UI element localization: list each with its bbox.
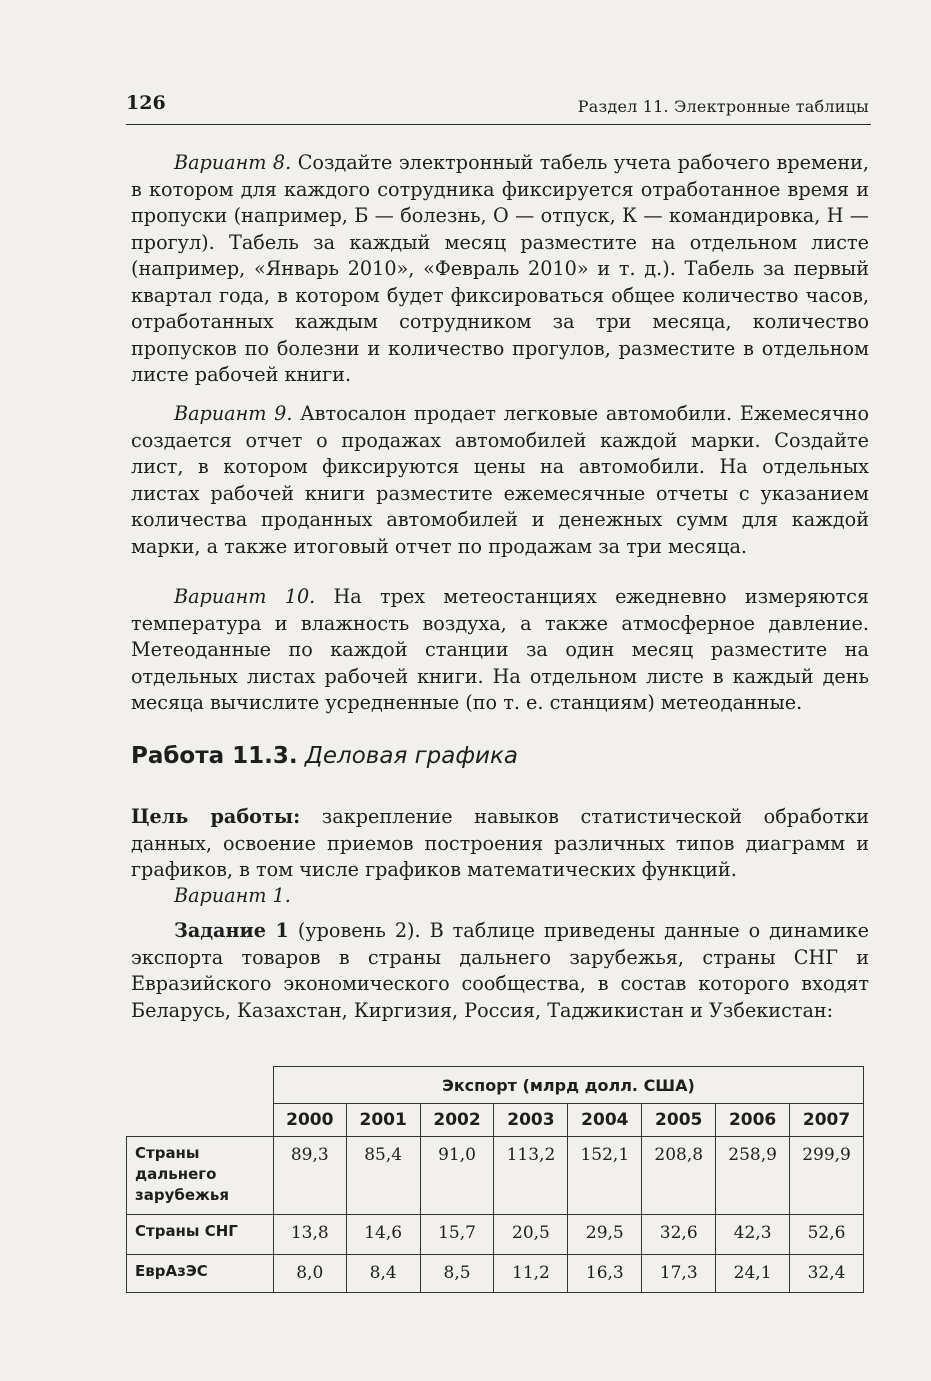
table-corner	[127, 1067, 274, 1137]
table-cell: 89,3	[273, 1137, 346, 1215]
variant-10-text: На трех метеостанциях ежедневно измеряются температура и влажность воздуха, а также атмосферное давление. Метеоданные по каждой станции за один месяц разместите на отдельных листах рабочей книги. На отдельном листе в каждый день месяца вычислите усредненные (по т. е. станциям) метеоданные.	[131, 585, 869, 714]
table-cell: 32,4	[790, 1255, 864, 1293]
table-cell: 258,9	[716, 1137, 790, 1215]
table-row	[127, 1215, 864, 1255]
table-cell: 8,0	[273, 1255, 346, 1293]
year-cell: 2006	[716, 1104, 790, 1137]
running-head: Раздел 11. Электронные таблицы	[577, 97, 869, 116]
goal-text: закрепление навыков статистической обработки данных, освоение приемов построения различных типов диаграмм и графиков, в том числе графиков математических функций.	[131, 805, 869, 881]
table-cell: 24,1	[716, 1255, 790, 1293]
variant-9-label: Вариант 9.	[174, 402, 293, 425]
goal-block	[131, 804, 869, 884]
table-cell: 16,3	[568, 1255, 642, 1293]
variant-10-paragraph	[131, 584, 869, 717]
table-cell: 29,5	[568, 1215, 642, 1255]
goal-label: Цель работы:	[131, 805, 301, 828]
variant-8-text: Создайте электронный табель учета рабочего времени, в котором для каждого сотрудника фиксируется отработанное время и пропуски (например, Б — болезнь, О — отпуск, К — командировка, Н — прогул). Табель за каждый месяц разместите на отдельном листе (например, «Январь 2010», «Февраль 2010» и т. д.). Табель за первый квартал года, в котором будет фиксироваться общее количество часов, отработанных каждым сотрудником за три месяца, количество пропусков по болезни и количество прогулов, разместите в отдельном листе рабочей книги.	[131, 151, 869, 386]
task-1-text: (уровень 2). В таблице приведены данные о динамике экспорта товаров в страны дальнего зарубежья, страны СНГ и Евразийского экономического сообщества, в состав которого входят Беларусь, Казахстан, Киргизия, Россия, Таджикистан и Узбекистан:	[131, 919, 869, 1022]
task-1-label: Задание 1	[174, 919, 289, 942]
header-rule	[126, 124, 871, 125]
variant-9-text: Автосалон продает легковые автомобили. Ежемесячно создается отчет о продажах автомобилей каждой марки. Создайте лист, в котором фиксируются цены на автомобили. На отдельных листах рабочей книги разместите ежемесячные отчеты с указанием количества проданных автомобилей и денежных сумм для каждой марки, а также итоговый отчет по продажам за три месяца.	[131, 402, 869, 558]
variant-1-text: Вариант 1.	[174, 884, 291, 907]
row-label: ЕврАзЭС	[127, 1255, 274, 1293]
variant-8-label: Вариант 8.	[174, 151, 292, 174]
table-cell: 13,8	[273, 1215, 346, 1255]
table-cell: 8,5	[420, 1255, 494, 1293]
variant-10-label: Вариант 10.	[174, 585, 316, 608]
table-cell: 8,4	[346, 1255, 420, 1293]
year-cell: 2002	[420, 1104, 494, 1137]
variant-9-paragraph	[131, 401, 869, 560]
table-cell: 91,0	[420, 1137, 494, 1215]
table-header: Экспорт (млрд долл. США)	[273, 1067, 863, 1104]
variant-9-block	[131, 401, 869, 560]
table-cell: 52,6	[790, 1215, 864, 1255]
variant-10-block	[131, 584, 869, 717]
variant-8-block	[131, 150, 869, 389]
section-number: Работа 11.3.	[131, 743, 298, 769]
table-row	[127, 1137, 864, 1215]
table-cell: 85,4	[346, 1137, 420, 1215]
table-cell: 42,3	[716, 1215, 790, 1255]
variant-8-paragraph	[131, 150, 869, 389]
goal-paragraph	[131, 804, 869, 884]
year-cell: 2004	[568, 1104, 642, 1137]
table-cell: 32,6	[642, 1215, 716, 1255]
year-cell: 2000	[273, 1104, 346, 1137]
table-cell: 299,9	[790, 1137, 864, 1215]
table-cell: 11,2	[494, 1255, 568, 1293]
table-cell: 17,3	[642, 1255, 716, 1293]
section-name: Деловая графика	[304, 743, 518, 769]
year-cell: 2005	[642, 1104, 716, 1137]
row-label: Страны дальнего зарубежья	[127, 1137, 274, 1215]
export-table	[126, 1066, 864, 1293]
task-1-block	[131, 918, 869, 1024]
table-cell: 14,6	[346, 1215, 420, 1255]
variant-1-label	[131, 883, 869, 910]
row-label: Страны СНГ	[127, 1215, 274, 1255]
variant-1-block	[131, 883, 869, 910]
table-row	[127, 1255, 864, 1293]
year-cell: 2003	[494, 1104, 568, 1137]
table-cell: 152,1	[568, 1137, 642, 1215]
year-cell: 2001	[346, 1104, 420, 1137]
table-cell: 20,5	[494, 1215, 568, 1255]
table-cell: 113,2	[494, 1137, 568, 1215]
task-1-paragraph	[131, 918, 869, 1024]
year-cell: 2007	[790, 1104, 864, 1137]
page-number: 126	[126, 92, 166, 114]
table-cell: 15,7	[420, 1215, 494, 1255]
section-title	[131, 743, 518, 769]
table-cell: 208,8	[642, 1137, 716, 1215]
